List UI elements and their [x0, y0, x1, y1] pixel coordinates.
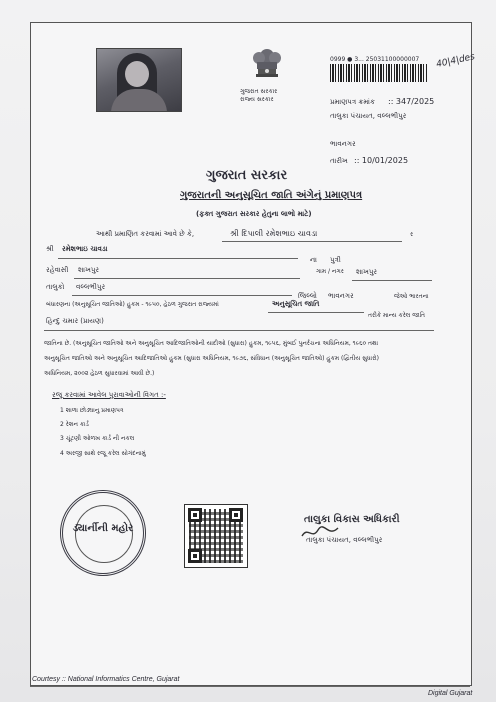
document-item: 2 રેશન કાર્ડ — [60, 421, 89, 428]
seal-text: ડ્યાર્નીની મહોર — [72, 523, 134, 534]
relation-value: પુત્રી — [330, 256, 341, 264]
applicant-photo — [96, 48, 182, 112]
state-emblem-icon — [244, 38, 290, 86]
mark: ર — [410, 231, 414, 238]
residence-value: શાખપુર — [78, 266, 100, 274]
residence-label: રહેવાસી — [46, 266, 69, 274]
father-prefix: શ્રી — [46, 245, 54, 253]
document-item: 4 અરજી સાથે રજૂ કરેલ સોગંદનામું — [60, 450, 146, 457]
officer-office: તાલુકા પંચાયત, વલ્લભીપુર — [306, 536, 383, 544]
place: ભાવનગર — [330, 140, 356, 148]
certificate-border — [30, 22, 472, 686]
district-value: ભાવનગર — [328, 292, 354, 300]
relation-label: ના — [310, 256, 317, 264]
taluka-value: વલ્લભીપુર — [76, 283, 106, 291]
state-text: જેઓ ભારતના — [394, 293, 429, 300]
village-label: ગામ / નગર — [316, 268, 344, 275]
document-item: 3 ચૂંટણી ઓળખ કાર્ડ ની નકલ — [60, 435, 135, 442]
barcode — [330, 64, 428, 82]
qr-code — [184, 504, 248, 568]
date-label: તારીખ — [330, 157, 348, 165]
officer-title: તાલુકા વિકાસ અધિકારી — [304, 514, 400, 525]
district-label: જિલ્લો — [298, 292, 317, 300]
legal-line-2: અનુસૂચિત જાતિઓ અને અનુસૂચિત આદિજાતિઓ હુકમ (સુધારા અધિનિયમ, ૧૯૭૬, સંવિધાન (અનુસૂચિત જાતિઓ) હુકમ (દ્વિતીય સુધારો) — [44, 355, 380, 362]
applicant-name: શ્રી દિપાલી રમેશભાઇ ચાવડા — [230, 229, 318, 238]
document-item: 1 શાળા છોડ્યાનુ પ્રમાણપત્ર — [60, 407, 124, 414]
govt-title: ગુજરાત સરકાર — [206, 168, 288, 183]
order-text: બંધારણના (અનુસૂચિત જાતિઓ) હુકમ - ૧૯૫૦, હેઠળ ગુજરાત રાજ્યમાં — [46, 301, 219, 308]
barcode-number: 0999 ● 3... 25031100000007 — [330, 56, 420, 63]
village-value: શાખપુર — [356, 268, 378, 276]
certificate-number: :: 347/2025 — [388, 97, 435, 106]
caste-name: હિન્દુ ચમાર (પ્રાયણ) — [46, 317, 104, 325]
date-value: :: 10/01/2025 — [354, 156, 409, 165]
emblem-caption-2: રાજ્ય સરકાર — [240, 96, 274, 103]
legal-line-1: જાતિના છે. (અનુસૂચિત જાતિઓ અને અનુસૂચિત આદિજાતિઓની યાદીઓ (સુધારા) હુકમ, ૧૯૫૬, મુંબઈ પુનર્રચના અધિનિયમ, ૧૯૬૦ તથા — [44, 340, 379, 347]
certificate-title: ગુજરાતની અનુસૂચિત જાતિ અંગેનું પ્રમાણપત્ર — [180, 190, 363, 201]
taluka-label: તાલુકો — [46, 283, 65, 291]
issuing-office: તાલુકા પંચાયત, વલ્લભીપુર — [330, 112, 407, 120]
handwritten-note: 40|4|des — [435, 52, 476, 70]
emblem-caption-1: ગુજરાત સરકાર — [240, 88, 278, 95]
footer-courtesy: Courtesy :: National Informatics Centre, Gujarat — [32, 676, 180, 683]
footer-digital-gujarat: Digital Gujarat — [428, 690, 473, 697]
caste-category: અનુસૂચિત જાતિ — [272, 300, 320, 308]
father-name: રમેશભાઇ ચાવડા — [62, 245, 108, 253]
legal-line-3: અધિનિયમ, ૨૦૦૨ હેઠળ સુધારવામાં આવી છે.) — [44, 370, 155, 377]
documents-heading: રજૂ કરવામાં આવેલ પુરાવાઓની વિગત :- — [52, 391, 166, 399]
recognized-text: તરીકે માન્ય કરેલ જાતિ — [368, 312, 426, 319]
certificate-subtitle: (ફક્ત ગુજરાત સરકાર હેતુના લાભો માટે) — [196, 210, 312, 218]
certify-text: આથી પ્રમાણિત કરવામાં આવે છે કે, — [96, 230, 195, 238]
certificate-number-label: પ્રમાણપત્ર ક્રમાંક — [330, 98, 375, 106]
official-seal — [60, 490, 146, 576]
